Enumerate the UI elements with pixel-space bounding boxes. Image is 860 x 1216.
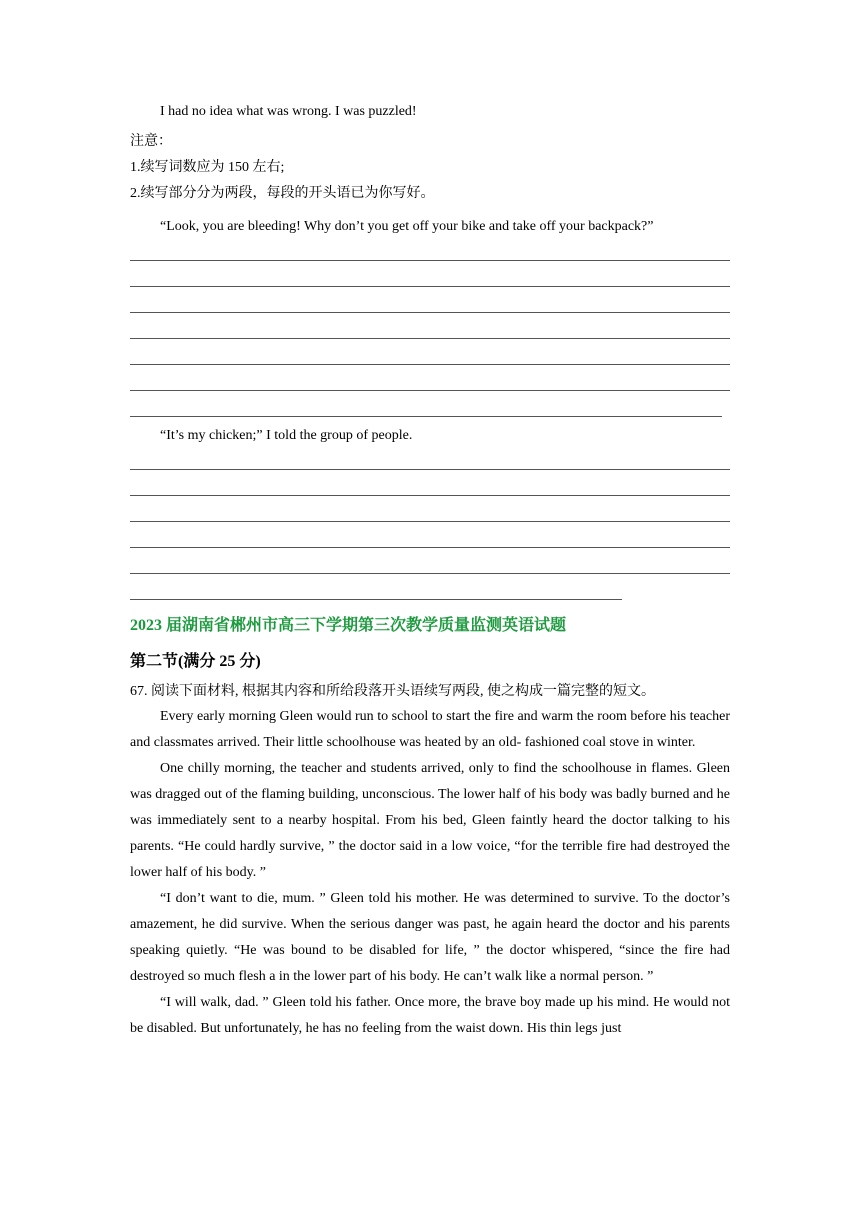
paragraph-2-opening: “It’s my chicken;” I told the group of people. xyxy=(160,428,413,443)
writing-line xyxy=(130,573,730,574)
note-item-1: 1.续写词数应为 150 左右; xyxy=(130,160,285,175)
intro-line: I had no idea what was wrong. I was puzzled! xyxy=(160,104,417,119)
writing-line xyxy=(130,547,730,548)
story-paragraph-2: One chilly morning, the teacher and students arrived, only to find the schoolhouse in flames. Gleen was dragged out of the flaming building, unconscious. The lower half of his body was badly burned and he was immediately sent to a nearby hospital. From his bed, Gleen faintly heard the doctor talking to his parents. “He could hardly survive, ” the doctor said in a low voice, “for the terrible fire had destroyed the lower half of his body. ” xyxy=(130,761,730,880)
note-heading: 注意： xyxy=(130,134,172,149)
story-passage xyxy=(130,704,730,1042)
writing-line xyxy=(130,286,730,287)
story-paragraph-4: “I will walk, dad. ” Gleen told his father. Once more, the brave boy made up his mind. He would not be disabled. But unfortunately, he has no feeling from the waist down. His thin legs just xyxy=(130,995,730,1036)
story-paragraph-1: Every early morning Gleen would run to school to start the fire and warm the room before his teacher and classmates arrived. Their little schoolhouse was heated by an old- fashioned coal stove in winter. xyxy=(130,709,730,750)
writing-line xyxy=(130,364,730,365)
section-heading: 第二节(满分 25 分) xyxy=(130,653,261,670)
writing-line xyxy=(130,338,730,339)
writing-line xyxy=(130,599,622,600)
writing-line xyxy=(130,495,730,496)
writing-line xyxy=(130,260,730,261)
writing-line xyxy=(130,521,730,522)
writing-line xyxy=(130,469,730,470)
paragraph-1-opening: “Look, you are bleeding! Why don’t you get off your bike and take off your backpack?” xyxy=(160,219,654,234)
writing-line xyxy=(130,416,722,417)
story-paragraph-3: “I don’t want to die, mum. ” Gleen told his mother. He was determined to survive. To the doctor’s amazement, he did survive. When the serious danger was past, he again heard the doctor and his parents speaking quietly. “He was bound to be disabled for life, ” the doctor whispered, “since the fire had destroyed so much flesh a in the lower part of his body. He can’t walk like a normal person. ” xyxy=(130,891,730,984)
writing-line xyxy=(130,390,730,391)
exam-title: 2023 届湖南省郴州市高三下学期第三次教学质量监测英语试题 xyxy=(130,617,567,634)
question-instruction: 67. 阅读下面材料, 根据其内容和所给段落开头语续写两段, 使之构成一篇完整的短文。 xyxy=(130,684,655,699)
note-item-2: 2.续写部分分为两段，每段的开头语已为你写好。 xyxy=(130,186,435,201)
writing-line xyxy=(130,312,730,313)
